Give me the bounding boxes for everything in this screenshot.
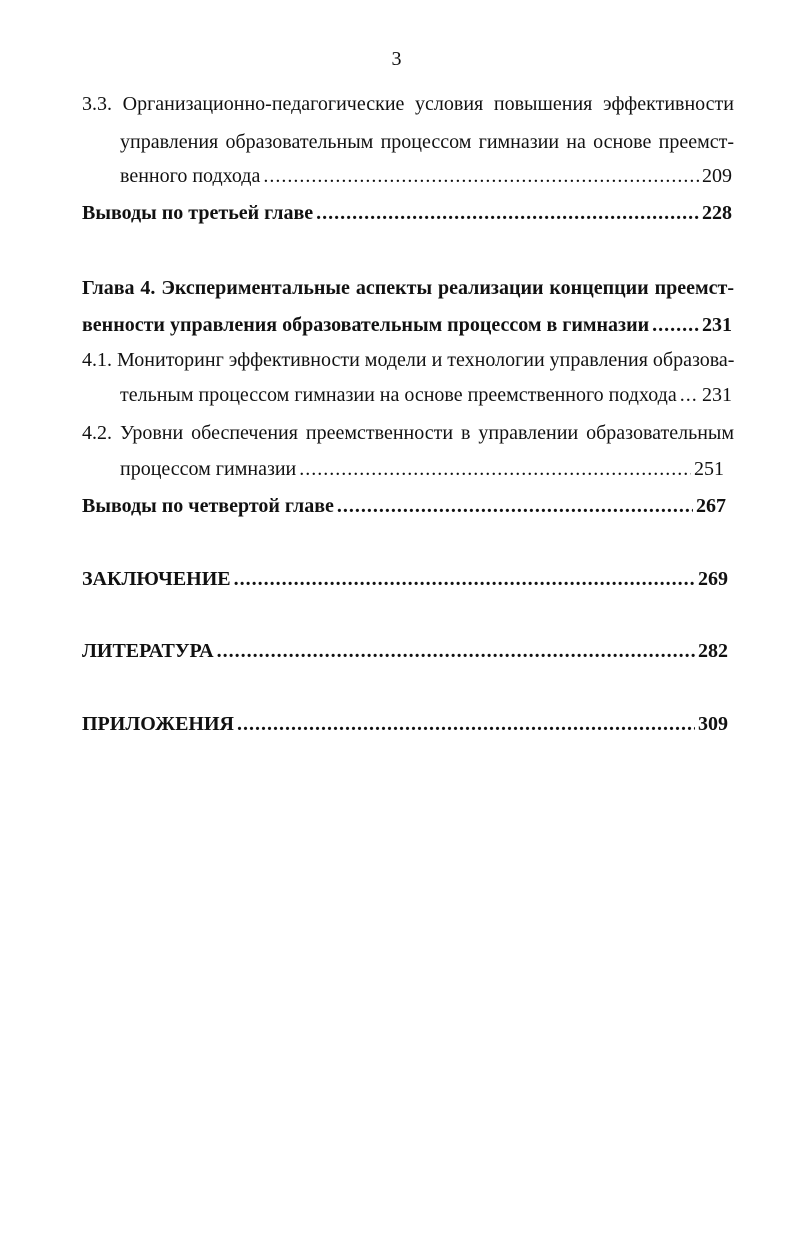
- toc-chapter4-line-1: Глава 4. Экспериментальные аспекты реализации концепции преемст-: [82, 277, 734, 299]
- toc-conclusions-ch4-page: 267: [696, 495, 726, 517]
- toc-4-2-page: 251: [694, 458, 724, 480]
- page-number: 3: [391, 48, 402, 70]
- toc-chapter4-page: 231: [702, 314, 732, 336]
- toc-4-2-line-2: процессом гимназии: [120, 458, 297, 480]
- toc-entry-4-1[interactable]: [120, 383, 732, 407]
- toc-4-2-line-1: 4.2. Уровни обеспечения преемственности в управлении образовательным: [82, 422, 734, 444]
- dot-leader: [263, 164, 699, 188]
- dot-leader: [237, 712, 695, 736]
- toc-entry-conclusion[interactable]: [82, 567, 728, 591]
- toc-conclusions-ch4-label: Выводы по четвертой главе: [82, 495, 334, 517]
- toc-entry-literature[interactable]: [82, 639, 728, 663]
- toc-appendices-page: 309: [698, 713, 728, 735]
- toc-4-1-page: 231: [702, 384, 732, 406]
- toc-entry-chapter4[interactable]: [82, 313, 732, 337]
- toc-conclusion-label: ЗАКЛЮЧЕНИЕ: [82, 568, 231, 590]
- toc-literature-label: ЛИТЕРАТУРА: [82, 640, 214, 662]
- dot-leader: [680, 383, 699, 407]
- toc-3-3-line-3: венного подхода: [120, 165, 261, 187]
- toc-conclusions-ch3-page: 228: [702, 202, 732, 224]
- toc-3-3-line-2: управления образовательным процессом гимназии на основе преемст-: [120, 131, 734, 153]
- dot-leader: [337, 494, 693, 518]
- toc-entry-conclusions-ch4[interactable]: [82, 494, 726, 518]
- toc-4-1-line-1: 4.1. Мониторинг эффективности модели и технологии управления образова-: [82, 349, 735, 371]
- toc-conclusion-page: 269: [698, 568, 728, 590]
- toc-entry-4-2[interactable]: [120, 457, 724, 481]
- dot-leader: [299, 457, 691, 481]
- toc-literature-page: 282: [698, 640, 728, 662]
- toc-3-3-page: 209: [702, 165, 732, 187]
- toc-conclusions-ch3-label: Выводы по третьей главе: [82, 202, 314, 224]
- toc-4-1-line-2: тельным процессом гимназии на основе преемственного подхода: [120, 384, 677, 406]
- dot-leader: [316, 201, 699, 225]
- toc-entry-appendices[interactable]: [82, 712, 728, 736]
- dot-leader: [652, 313, 699, 337]
- dot-leader: [217, 639, 695, 663]
- toc-chapter4-line-2: венности управления образовательным процессом в гимназии: [82, 314, 650, 336]
- toc-entry-conclusions-ch3[interactable]: [82, 201, 732, 225]
- toc-3-3-line-1: 3.3. Организационно-педагогические условия повышения эффективности: [82, 93, 734, 115]
- toc-appendices-label: ПРИЛОЖЕНИЯ: [82, 713, 234, 735]
- dot-leader: [234, 567, 695, 591]
- toc-entry-3-3[interactable]: [120, 164, 732, 188]
